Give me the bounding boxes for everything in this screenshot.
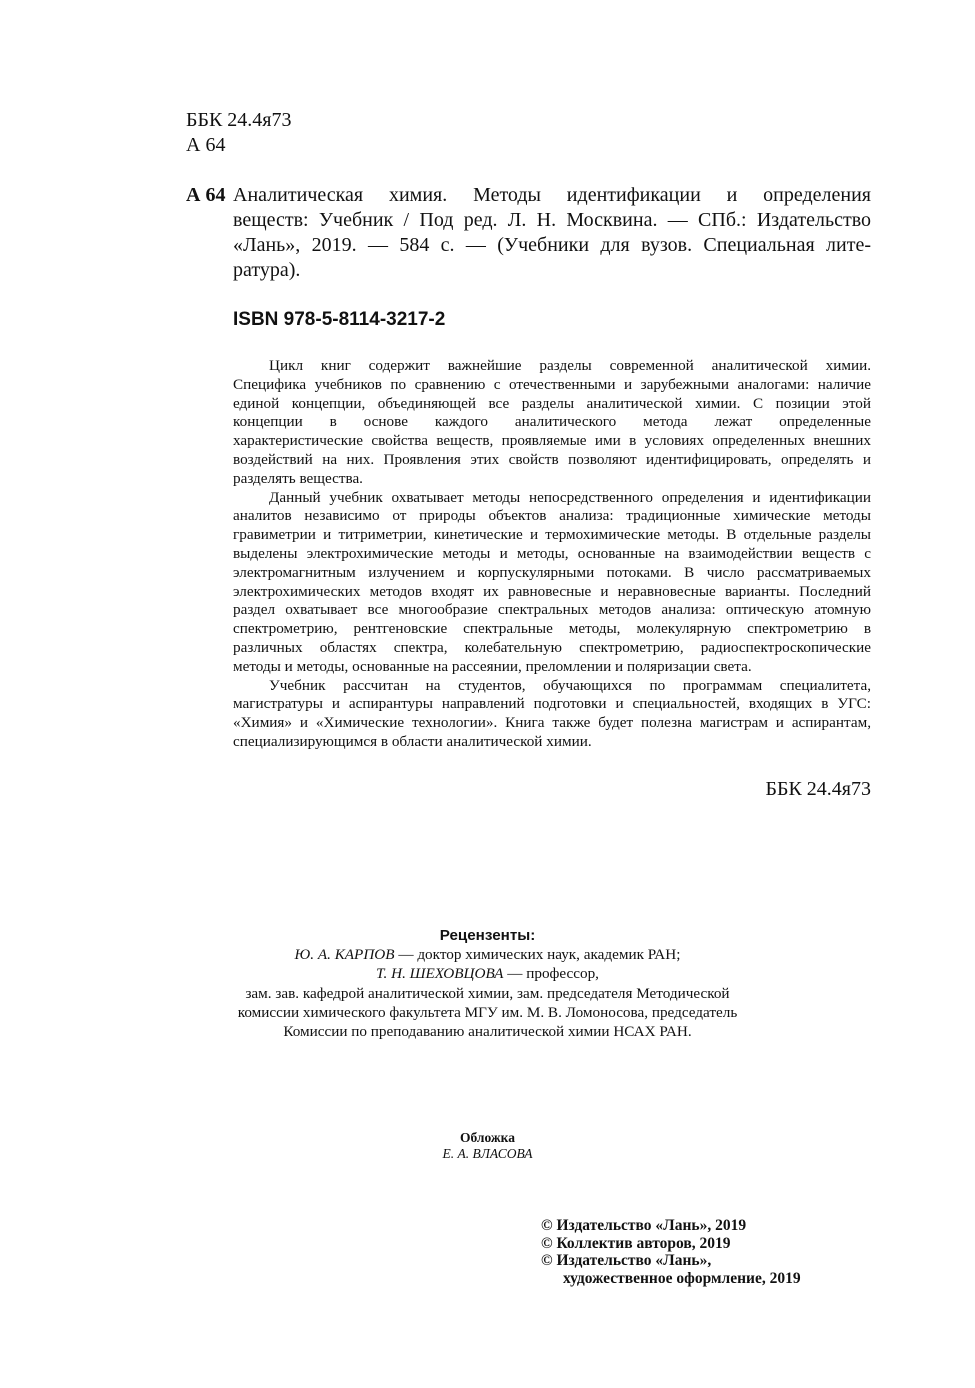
abstract-line: Цикл книг содержит важнейшие разделы современной аналитической химии. <box>269 357 871 374</box>
abstract-line: характеристические свойства веществ, проявляемые ими в условиях определенных внешних <box>233 432 871 450</box>
author-mark: А 64 <box>186 134 226 156</box>
abstract-line: электромагнитным излучением и корпускулярными потоками. В число рассматриваемых <box>233 563 871 581</box>
reviewers-block <box>0 926 975 1041</box>
abstract-line: электрохимических методов входят их равновесные и неравновесные варианты. Последний <box>233 582 871 600</box>
abstract-line: спектрометрию, рентгеновские спектральные методы, молекулярную спектрометрию в <box>233 620 871 638</box>
reviewer-name: Ю. А. КАРПОВ <box>294 946 395 964</box>
reviewer-name: Т. Н. ШЕХОВЦОВА <box>376 965 504 983</box>
abstract-line: разделять вещества. <box>233 469 363 487</box>
reviewer-desc: — доктор химических наук, академик РАН; <box>394 946 681 964</box>
copyright-block <box>541 1217 801 1287</box>
abstract <box>233 357 871 752</box>
abstract-line: магистратуры и аспирантуры направлений подготовки и специальностей, входящих в УГС: <box>233 695 871 713</box>
abstract-line: гравиметрии и титриметрии, кинетические и термохимические методы. В отдельные разделы <box>233 526 871 544</box>
biblio-line: ратура). <box>233 259 301 281</box>
bibliographic-entry <box>233 183 871 283</box>
copyright-line: © Издательство «Лань», <box>541 1252 712 1269</box>
abstract-line: Данный учебник охватывает методы непосредственного определения и идентификации <box>269 488 871 506</box>
reviewer-1 <box>0 945 975 964</box>
biblio-line: веществ: Учебник / Под ред. Л. Н. Москвина. — СПб.: Издательство <box>233 209 871 231</box>
abstract-line: выделены электрохимические методы и методы, основанные на взаимодействии веществ с <box>233 544 871 562</box>
reviewer-2 <box>0 964 975 983</box>
abstract-line: аналитов независимо от природы объектов анализа: традиционные химические методы <box>233 507 871 525</box>
abstract-line: различных областях спектра, колебательную спектрометрию, радиоспектроскопические <box>233 638 871 656</box>
reviewer-2-detail: комиссии химического факультета МГУ им. М. В. Ломоносова, председатель <box>237 1003 738 1021</box>
abstract-line: воздействий на них. Проявления этих свойств позволяют идентифицировать, определять и <box>233 450 871 468</box>
isbn: ISBN 978-5-8114-3217-2 <box>233 309 446 330</box>
reviewers-title: Рецензенты: <box>439 927 536 944</box>
biblio-code: А 64 <box>186 184 226 206</box>
abstract-line: концепции в основе каждого аналитического метода лежат определенные <box>233 413 871 431</box>
copyright-line: © Издательство «Лань», 2019 <box>541 1217 747 1234</box>
abstract-line: Специфика учебников по сравнению с отечественными и зарубежными аналогами: наличие <box>233 375 871 393</box>
abstract-line: методы и методы, основанные на рассеянии, преломлении и поляризации света. <box>233 657 752 675</box>
cover-artist: Е. А. ВЛАСОВА <box>442 1146 533 1161</box>
cover-label: Обложка <box>459 1130 515 1145</box>
abstract-line: специализирующимся в области аналитической химии. <box>233 732 592 750</box>
copyright-line: © Коллектив авторов, 2019 <box>541 1234 731 1252</box>
header-classification <box>186 108 292 158</box>
abstract-line: Учебник рассчитан на студентов, обучающихся по программам специалитета, <box>269 676 871 694</box>
abstract-line: раздел охватывает все многообразие спектральных методов анализа: оптическую атомную <box>233 601 871 619</box>
reviewer-2-detail: Комиссии по преподаванию аналитической химии НСАХ РАН. <box>283 1023 692 1041</box>
biblio-line: Аналитическая химия. Методы идентификации и определения <box>233 184 871 206</box>
abstract-line: единой концепции, объединяющей все разделы аналитической химии. С позиции этой <box>233 394 871 412</box>
reviewer-2-detail: зам. зав. кафедрой аналитической химии, зам. председателя Методической <box>245 984 730 1002</box>
copyright-line: художественное оформление, 2019 <box>563 1269 801 1287</box>
bbk-code-bottom: ББК 24.4я73 <box>765 778 871 800</box>
abstract-line: «Химия» и «Химические технологии». Книга также будет полезна магистрам и аспирантам, <box>233 714 871 732</box>
cover-credit <box>0 1130 975 1162</box>
biblio-line: «Лань», 2019. — 584 с. — (Учебники для вузов. Специальная лите- <box>233 234 871 256</box>
bbk-code: ББК 24.4я73 <box>186 109 292 131</box>
reviewer-desc: — профессор, <box>503 965 599 983</box>
